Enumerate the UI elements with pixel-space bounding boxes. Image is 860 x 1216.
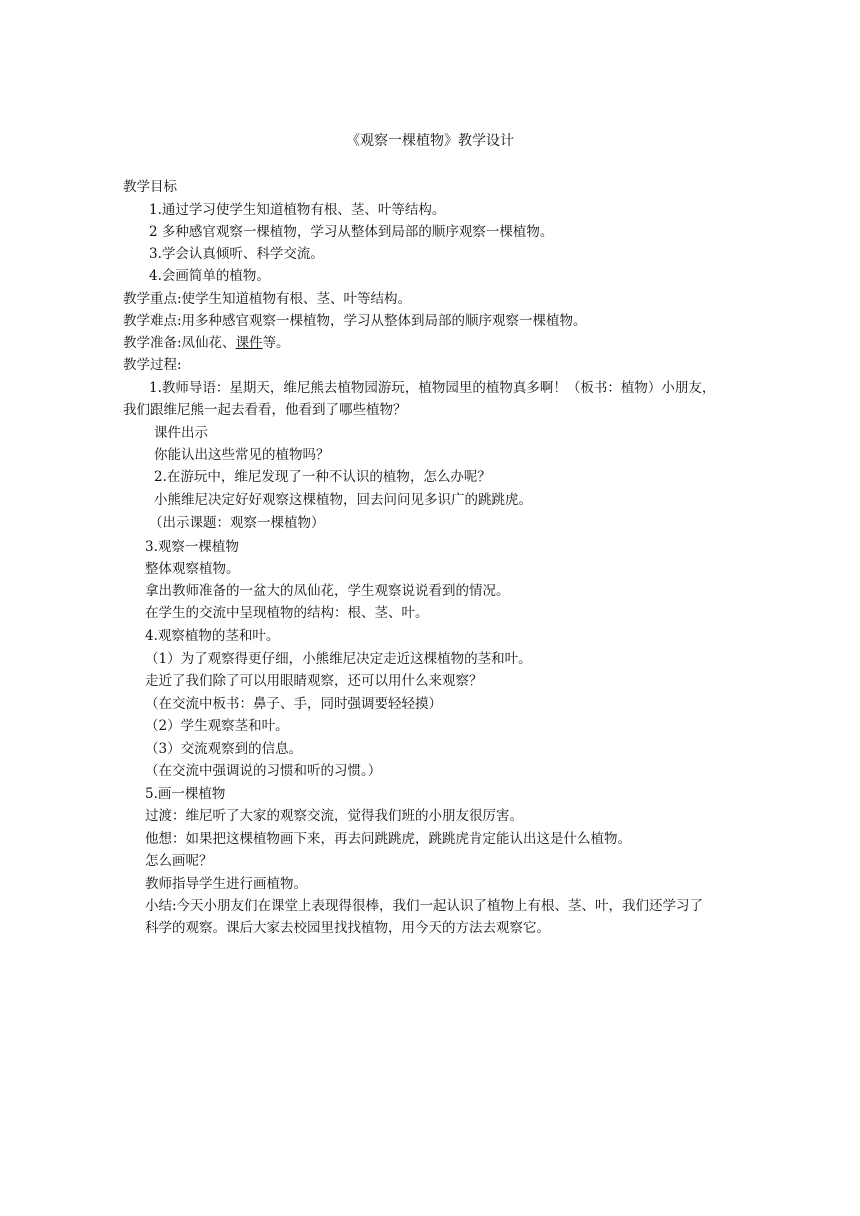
step3-heading: 3.观察一棵植物 xyxy=(145,539,239,555)
step4-heading: 4.观察植物的茎和叶。 xyxy=(145,628,280,644)
summary-line1: 小结:今天小朋友们在课堂上表现得很棒，我们一起认识了植物上有根、茎、叶，我们还学习了 xyxy=(145,898,704,914)
step1-line2: 我们跟维尼熊一起去看看，他看到了哪些植物？ xyxy=(123,402,407,418)
step2: 2.在游玩中，维尼发现了一种不认识的植物，怎么办呢？ xyxy=(154,469,491,485)
bear-decides: 小熊维尼决定好好观察这棵植物，回去问问见多识广的跳跳虎。 xyxy=(154,492,532,508)
structure: 在学生的交流中呈现植物的结构：根、茎、叶。 xyxy=(145,605,429,621)
process-heading: 教学过程: xyxy=(123,357,182,373)
guide-draw: 教师指导学生进行画植物。 xyxy=(145,876,307,892)
objective-4: 4.会画简单的植物。 xyxy=(149,268,270,284)
transition: 过渡：维尼听了大家的观察交流，觉得我们班的小朋友很厉害。 xyxy=(145,808,523,824)
he-thinks: 他想：如果把这棵植物画下来，再去问跳跳虎，跳跳虎肯定能认出这是什么植物。 xyxy=(145,831,631,847)
difficulty: 教学难点:用多种感官观察一棵植物，学习从整体到局部的顺序观察一棵植物。 xyxy=(123,313,587,329)
step4-question: 走近了我们除了可以用眼睛观察，还可以用什么来观察？ xyxy=(145,673,483,689)
document-title: 《观察一棵植物》教学设计 xyxy=(346,133,514,149)
step4-item-2: （2）学生观察茎和叶。 xyxy=(145,718,289,734)
how-draw: 怎么画呢？ xyxy=(145,853,213,869)
step4-item-3: （3）交流观察到的信息。 xyxy=(145,741,303,757)
objectives-heading: 教学目标 xyxy=(123,179,177,195)
take-out: 拿出教师准备的一盆大的凤仙花，学生观察说说看到的情况。 xyxy=(145,583,510,599)
summary-line2: 科学的观察。课后大家去校园里找找植物，用今天的方法去观察它。 xyxy=(145,920,550,936)
key-point: 教学重点:使学生知道植物有根、茎、叶等结构。 xyxy=(123,291,412,307)
show-topic: （出示课题：观察一棵植物） xyxy=(149,515,325,531)
objective-2: 2 多种感官观察一棵植物，学习从整体到局部的顺序观察一棵植物。 xyxy=(149,224,554,240)
objective-1: 1.通过学习使学生知道植物有根、茎、叶等结构。 xyxy=(149,202,446,218)
preparation xyxy=(123,333,290,353)
question-plants: 你能认出这些常见的植物吗？ xyxy=(154,447,330,463)
step4-board: （在交流中板书：鼻子、手，同时强调要轻轻摸） xyxy=(145,696,442,712)
step4-habit: （在交流中强调说的习惯和听的习惯。） xyxy=(145,763,382,779)
prep-prefix: 教学准备:凤仙花、 xyxy=(123,335,236,351)
step5-heading: 5.画一棵植物 xyxy=(145,786,226,802)
prep-suffix: 等。 xyxy=(262,335,290,351)
courseware-link[interactable]: 课件 xyxy=(235,335,263,351)
step4-item-1: （1）为了观察得更仔细，小熊维尼决定走近这棵植物的茎和叶。 xyxy=(145,651,532,667)
step1-line1: 1.教师导语：星期天，维尼熊去植物园游玩，植物园里的植物真多啊！（板书：植物）小朋友， xyxy=(149,380,716,396)
whole-observe: 整体观察植物。 xyxy=(145,561,240,577)
objective-3: 3.学会认真倾听、科学交流。 xyxy=(149,246,324,262)
courseware-show: 课件出示 xyxy=(154,425,208,441)
